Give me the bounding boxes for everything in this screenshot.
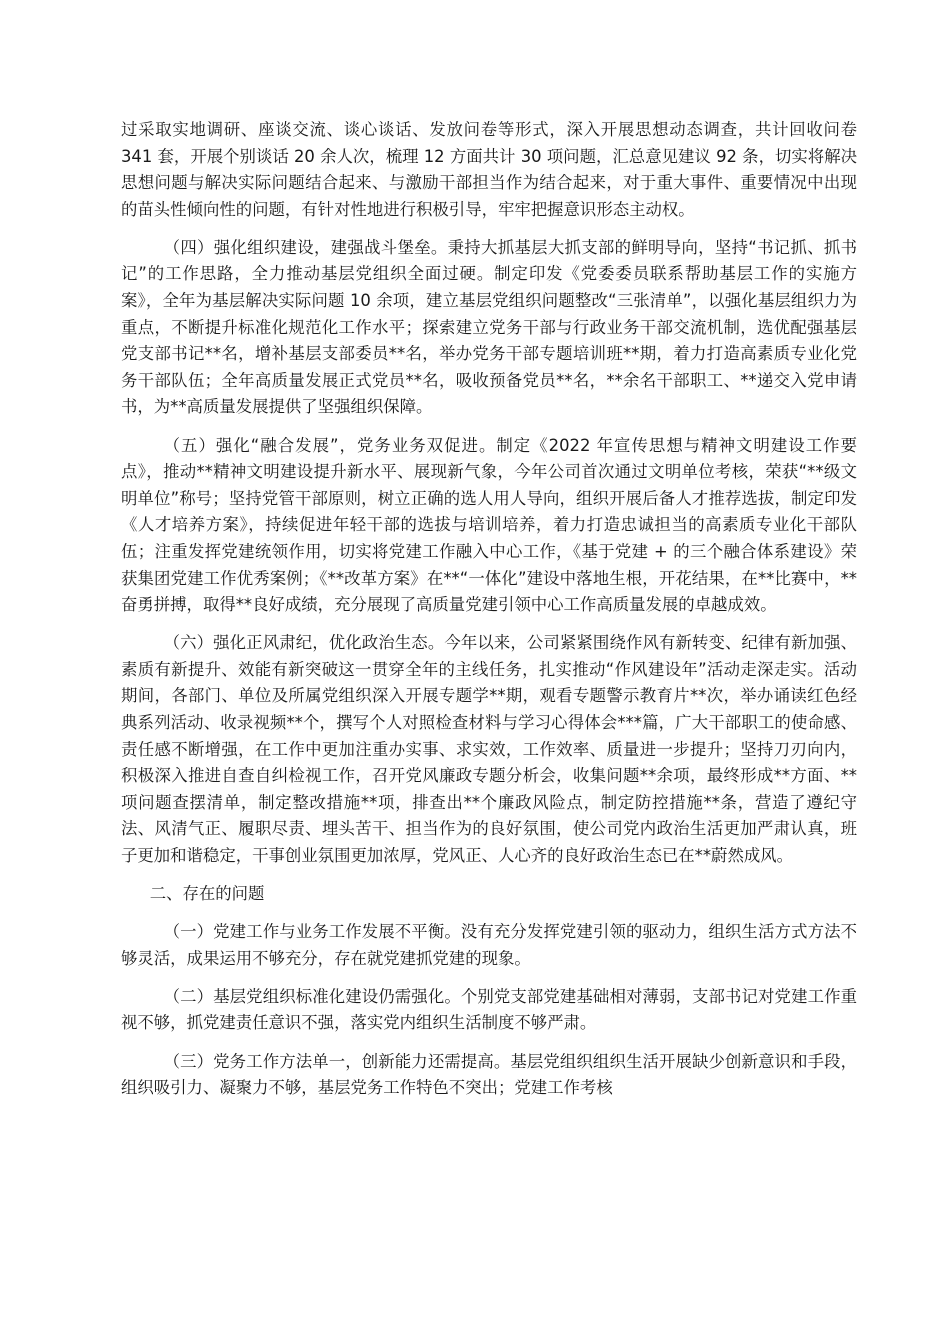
paragraph-section-5: （五）强化“融合发展”，党务业务双促进。制定《2022 年宣传思想与精神文明建设工作要点》，推动**精神文明建设提升新水平、展现新气象，今年公司首次通过文明单位考核，荣获“**级文明单位”称号；坚持党管干部原则，树立正确的选人用人导向，组织开展后备人才推荐选拔，制定印发《人才培养方案》，持续促进年轻干部的选拔与培训培养，着力打造忠诚担当的高素质专业化干部队伍；注重发挥党建统领作用，切实将党建工作融入中心工作，《基于党建 + 的三个融合体系建设》荣获集团党建工作优秀案例；《**改革方案》在**“一体化”建设中落地生根，开花结果，在**比赛中，**奋勇拼搏，取得**良好成绩，充分展现了高质量党建引领中心工作高质量发展的卓越成效。 — [121, 435, 857, 615]
paragraph-problem-3: （三）党务工作方法单一，创新能力还需提高。基层党组织组织生活开展缺少创新意识和手段，组织吸引力、凝聚力不够，基层党务工作特色不突出；党建工作考核 — [121, 1051, 857, 1098]
document-body — [121, 117, 857, 1113]
paragraph-problem-2: （二）基层党组织标准化建设仍需强化。个别党支部党建基础相对薄弱，支部书记对党建工作重视不够，抓党建责任意识不强，落实党内组织生活制度不够严肃。 — [121, 986, 857, 1033]
paragraph-problem-1: （一）党建工作与业务工作发展不平衡。没有充分发挥党建引领的驱动力，组织生活方式方法不够灵活，成果运用不够充分，存在就党建抓党建的现象。 — [121, 922, 857, 968]
paragraph-section-4: （四）强化组织建设，建强战斗堡垒。秉持大抓基层大抓支部的鲜明导向，坚持“书记抓、抓书记”的工作思路，全力推动基层党组织全面过硬。制定印发《党委委员联系帮助基层工作的实施方案》，全年为基层解决实际问题 10 余项，建立基层党组织问题整改“三张清单”，以强化基层组织力为重点，不断提升标准化规范化工作水平；探索建立党务干部与行政业务干部交流机制，选优配强基层党支部书记**名，增补基层支部委员**名，举办党务干部专题培训班**期，着力打造高素质专业化党务干部队伍；全年高质量发展正式党员**名，吸收预备党员**名，**余名干部职工、**递交入党申请书，为**高质量发展提供了坚强组织保障。 — [121, 237, 857, 417]
paragraph-section-6: （六）强化正风肃纪，优化政治生态。今年以来，公司紧紧围绕作风有新转变、纪律有新加强、素质有新提升、效能有新突破这一贯穿全年的主线任务，扎实推动“作风建设年”活动走深走实。活动期间，各部门、单位及所属党组织深入开展专题学**期，观看专题警示教育片**次，举办诵读红色经典系列活动、收录视频**个，撰写个人对照检查材料与学习心得体会***篇，广大干部职工的使命感、责任感不断增强，在工作中更加注重办实事、求实效，工作效率、质量进一步提升；坚持刀刃向内，积极深入推进自查自纠检视工作，召开党风廉政专题分析会，收集问题**余项，最终形成**方面、**项问题查摆清单，制定整改措施**项，排查出**个廉政风险点，制定防控措施**条，营造了遵纪守法、风清气正、履职尽责、埋头苦干、担当作为的良好氛围，使公司党内政治生活更加严肃认真，班子更加和谐稳定，干事创业氛围更加浓厚，党风正、人心齐的良好政治生态已在**蔚然成风。 — [121, 633, 857, 865]
section-heading-problems: 二、存在的问题 — [149, 884, 265, 904]
paragraph-continued: 过采取实地调研、座谈交流、谈心谈话、发放问卷等形式，深入开展思想动态调查，共计回收问卷 341 套，开展个别谈话 20 余人次，梳理 12 方面共计 30 项问题，汇总意见建议 92 条，切实将解决思想问题与解决实际问题结合起来、与激励干部担当作为结合起来，对于重大事件、重要情况中出现的苗头性倾向性的问题，有针对性地进行积极引导，牢牢把握意识形态主动权。 — [121, 120, 857, 219]
